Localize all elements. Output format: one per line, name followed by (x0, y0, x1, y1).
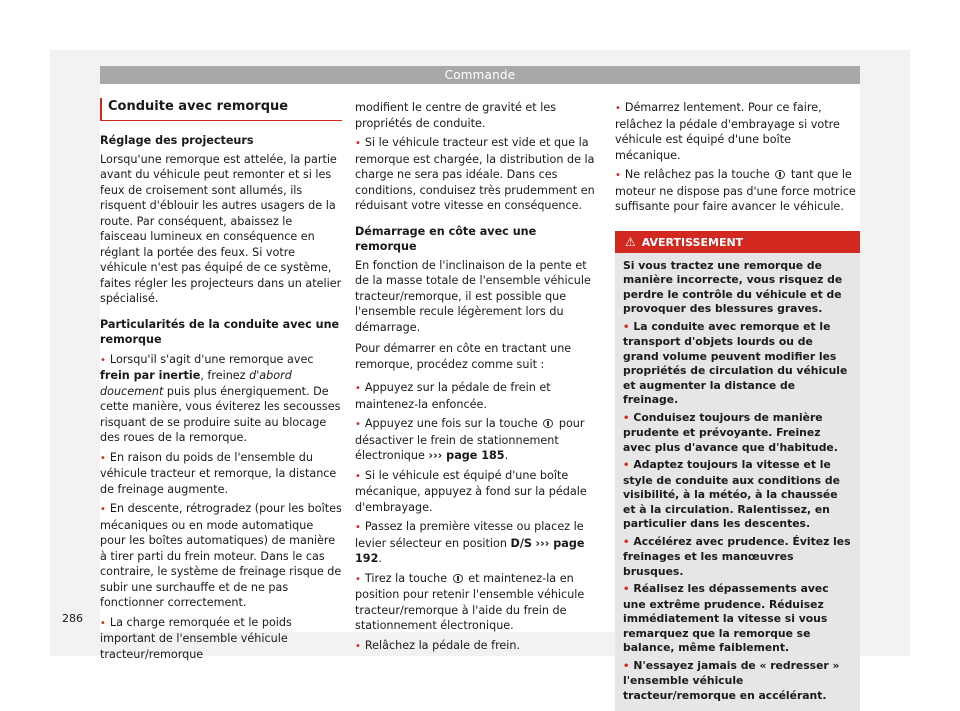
page-reference-link[interactable]: ››› page 185 (428, 449, 504, 462)
list-item: • Si le véhicule est équipé d'une boîte mécanique, appuyez à fond sur la pédale d'embrayage. (355, 468, 600, 516)
list-item: • Tirez la touche et maintenez-la en position pour retenir l'ensemble véhicule tracteur/remorque à l'aide du frein de stationnement électronique. (355, 571, 600, 634)
bullet-icon: • (355, 383, 361, 394)
bullet-icon: • (615, 103, 621, 114)
paragraph-continued: modifient le centre de gravité et les propriétés de conduite. (355, 100, 600, 131)
list-item: • La charge remorquée et le poids important de l'ensemble véhicule tracteur/remorque (100, 615, 342, 663)
list-item: • Démarrez lentement. Pour ce faire, relâchez la pédale d'embrayage si votre véhicule est équipé d'une boîte mécanique. (615, 100, 860, 163)
bullet-icon: • (355, 419, 361, 430)
bullet-icon: • (355, 522, 361, 533)
subheading-hill-start: Démarrage en côte avec une remorque (355, 224, 600, 255)
bullet-icon: • (100, 453, 106, 464)
bullet-icon: • (355, 574, 361, 585)
title-rule (100, 120, 342, 121)
bullet-icon: • (623, 537, 629, 548)
bullet-icon: • (100, 504, 106, 515)
warning-item: • Réalisez les dépassements avec une extrême prudence. Réduisez immédiatement la vitesse si vous remarquez que la remorque se balance, même faiblement. (623, 582, 852, 656)
subheading-trailer-driving: Particularités de la conduite avec une remorque (100, 317, 342, 348)
warning-body (615, 253, 860, 711)
bullet-icon: • (623, 584, 629, 595)
warning-box (615, 231, 860, 711)
warning-intro: Si vous tractez une remorque de manière incorrecte, vous risquez de perdre le contrôle du véhicule et de provoquer des blessures graves. (623, 259, 852, 317)
list-item: • Passez la première vitesse ou placez le levier sélecteur en position D/S ››› page 192. (355, 519, 600, 567)
chapter-title: Commande (100, 66, 860, 84)
warning-item: • La conduite avec remorque et le transport d'objets lourds ou de grand volume peuvent modifier les propriétés de circulation du véhicule et augmenter la distance de freinage. (623, 320, 852, 408)
list-item: • Ne relâchez pas la touche tant que le moteur ne dispose pas d'une force motrice suffisante pour faire avancer le véhicule. (615, 167, 860, 215)
bullet-icon: • (615, 170, 621, 181)
bullet-icon: • (355, 138, 361, 149)
warning-item: • Adaptez toujours la vitesse et le style de conduite aux conditions de visibilité, à la météo, à la chaussée et à la circulation. Ralentissez, en particulier dans les descentes. (623, 458, 852, 532)
bullet-icon: • (623, 661, 629, 672)
chapter-header (100, 66, 860, 84)
warning-item: • Accélérez avec prudence. Évitez les freinages et les manœuvres brusques. (623, 535, 852, 580)
list-item: • Relâchez la pédale de frein. (355, 638, 600, 655)
section-title: Conduite avec remorque (100, 98, 342, 120)
warning-item: • N'essayez jamais de « redresser » l'ensemble véhicule tracteur/remorque en accélérant. (623, 659, 852, 704)
page-reference-link[interactable]: ››› page 192 (355, 537, 584, 566)
parking-brake-button-icon (543, 419, 553, 428)
bullet-icon: • (100, 355, 106, 366)
warning-triangle-icon: ⚠ (625, 231, 636, 253)
column-left (100, 84, 342, 662)
warning-header (615, 231, 860, 253)
page-number: 286 (62, 612, 83, 625)
bullet-icon: • (355, 471, 361, 482)
parking-brake-button-icon (775, 170, 785, 179)
list-item: • Si le véhicule tracteur est vide et que la remorque est chargée, la distribution de la charge ne sera pas idéale. Dans ces conditions, conduisez très prudemment en réduisant votre vitesse en conséquence. (355, 135, 600, 214)
page-content (100, 84, 860, 632)
list-item: • En raison du poids de l'ensemble du véhicule tracteur et remorque, la distance de freinage augmente. (100, 450, 342, 498)
list-item: • Lorsqu'il s'agit d'une remorque avec frein par inertie, freinez d'abord doucement puis plus énergiquement. De cette manière, vous éviterez les secousses risquant de se produire suite au blocage des roues de la remorque. (100, 352, 342, 446)
paragraph-hill-start: En fonction de l'inclinaison de la pente et de la masse totale de l'ensemble véhicule tracteur/remorque, il est possible que l'ensemble recule légèrement lors du démarrage. (355, 258, 600, 336)
bullet-icon: • (623, 322, 629, 333)
bullet-icon: • (100, 618, 106, 629)
bullet-icon: • (623, 460, 629, 471)
column-middle (355, 100, 600, 654)
list-item: • En descente, rétrogradez (pour les boîtes mécaniques ou en mode automatique pour les boîtes automatiques) de manière à tirer parti du frein moteur. Dans le cas contraire, le système de freinage risque de subir une surchauffe et de ne pas fonctionner correctement. (100, 501, 342, 611)
bullet-icon: • (355, 641, 361, 652)
subheading-headlights: Réglage des projecteurs (100, 133, 342, 149)
warning-item: • Conduisez toujours de manière prudente et prévoyante. Freinez avec plus d'avance que d'habitude. (623, 411, 852, 456)
parking-brake-button-icon (453, 574, 463, 583)
paragraph-headlights: Lorsqu'une remorque est attelée, la partie avant du véhicule peut remonter et si les feux de croisement sont allumés, ils risquent d'éblouir les autres usagers de la route. Par conséquent, abaissez le faisceau lumineux en conséquence en réglant la portée des feux. Si votre véhicule n'est pas équipé de ce système, faites régler les projecteurs dans un atelier spécialisé. (100, 152, 342, 307)
bullet-icon: • (623, 413, 629, 424)
warning-title: AVERTISSEMENT (642, 236, 743, 249)
paragraph-procedure: Pour démarrer en côte en tractant une remorque, procédez comme suit : (355, 341, 600, 372)
column-right (615, 100, 860, 711)
list-item: • Appuyez sur la pédale de frein et maintenez-la enfoncée. (355, 380, 600, 412)
list-item: • Appuyez une fois sur la touche pour désactiver le frein de stationnement électronique ››› page 185. (355, 416, 600, 464)
